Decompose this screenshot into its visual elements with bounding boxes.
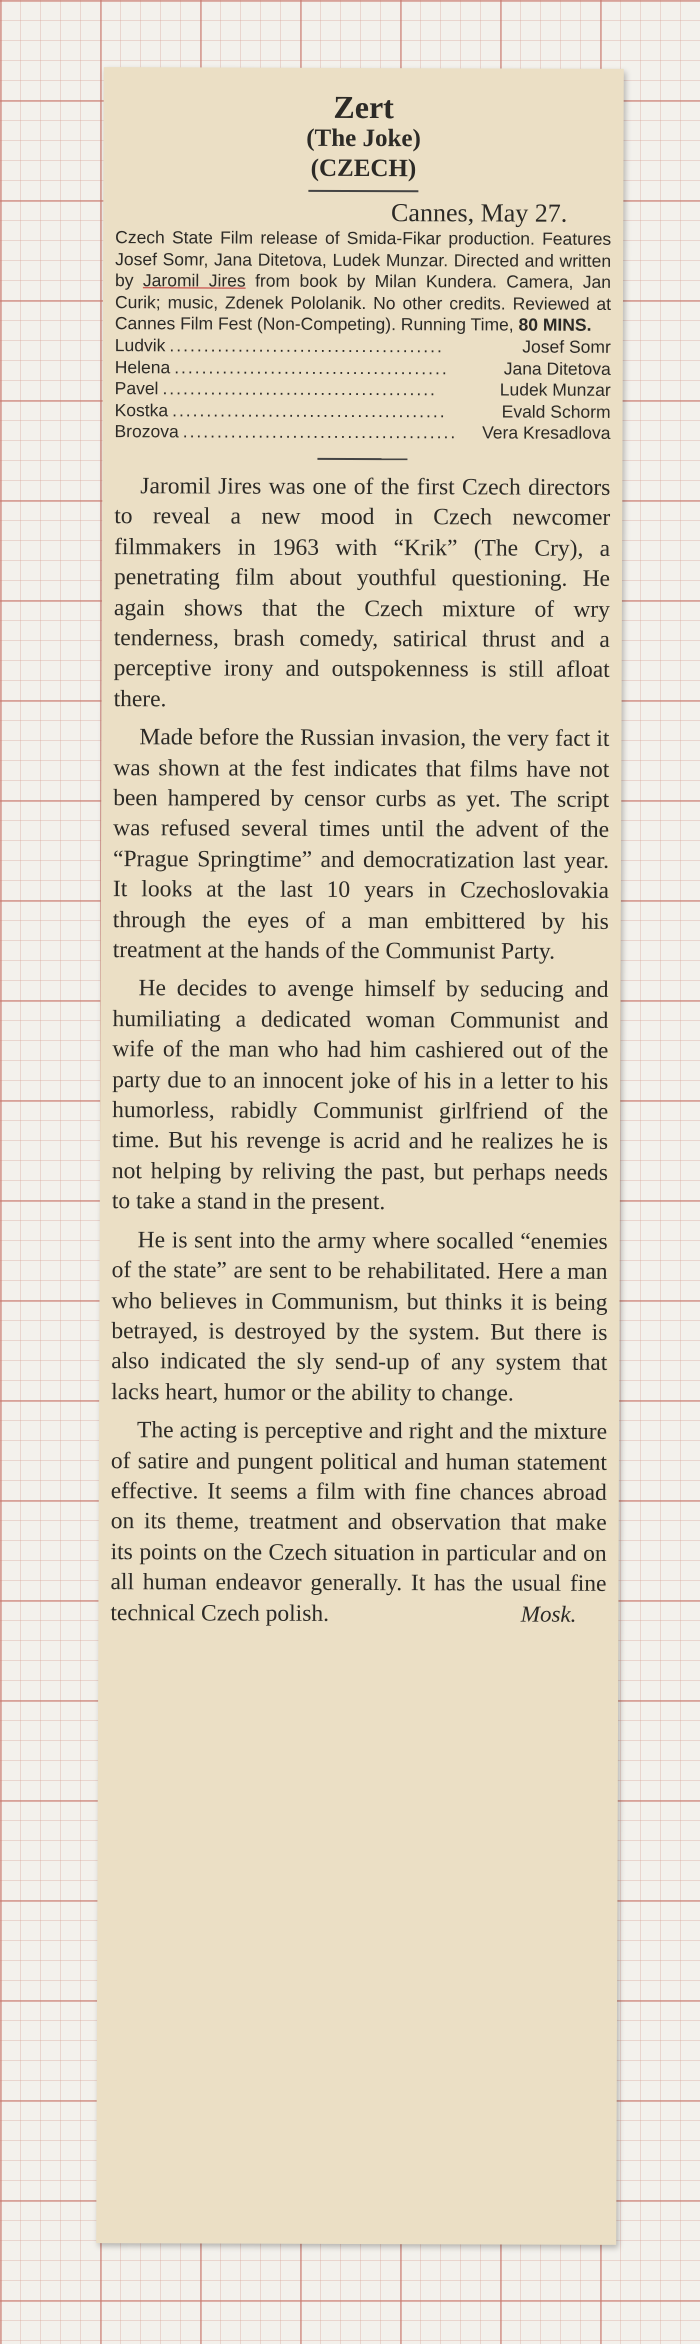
cast-row <box>115 378 611 401</box>
reviewer-signoff: Mosk. <box>520 1601 577 1627</box>
credits-text-before: Czech State Film release of Smida-Fikar production. Features Josef Somr, Jana Ditetova, Ludek Munzar. Directed and written by <box>115 227 612 291</box>
review-paragraph: The acting is perceptive and right and the mixture of satire and pungent political and human statement effective. It seems a film with fine chances abroad on its theme, treatment and observation that make its points on the Czech situation in particular and on all human endeavor generally. It has the usual fine technical Czech polish. <box>110 1417 608 1627</box>
cast-row <box>115 335 611 358</box>
cast-row <box>115 357 611 380</box>
cast-actor: Evald Schorm <box>501 401 611 422</box>
review-paragraph: He decides to avenge himself by seducing and humiliating a dedicated woman Communist and wife of the man who had him cashiered out of the party due to an innocent joke of his in a letter to his humorless, rabidly Communist girlfriend of the time. But his revenge is acrid and he realizes he is not helping by reliving the past, but perhaps needs to take a stand in the present. <box>111 975 609 1216</box>
credits-text-after: from book by Milan Kundera. Camera, Jan Curik; music, Zdenek Pololanik. No other credits. Reviewed at Cannes Film Fest (Non-Competing). Running Time, <box>114 270 612 335</box>
review-paragraph: He is sent into the army where socalled “enemies of the state” are sent to be rehabilitated. Here a man who believes in Communism, but thinks it is being betrayed, is destroyed by the system. But there is also indicated the sly send-up of any system that lacks heart, humor or the ability to change. <box>111 1226 608 1407</box>
title-divider <box>308 190 418 192</box>
cast-role: Helena <box>114 356 171 377</box>
cast-role: Pavel <box>114 378 159 399</box>
cast-actor: Josef Somr <box>522 336 611 357</box>
review-paragraph: Made before the Russian invasion, the very fact it was shown at the fest indicates that films have not been hampered by censor curbs as yet. The script was refused several times until the advent of the “Prague Springtime” and democratization last year. It looks at the last 10 years in Czechoslovakia through the eyes of a man embittered by his treatment at the hands of the Communist Party. <box>112 724 610 965</box>
leader-dots: ........................................ <box>182 421 458 443</box>
cast-actor: Jana Ditetova <box>503 358 611 379</box>
cast-role: Kostka <box>114 399 169 421</box>
credits-block <box>115 227 611 337</box>
cast-row <box>115 400 611 423</box>
review-subtitle-country: (CZECH) <box>310 154 417 183</box>
body-divider <box>317 458 407 460</box>
cast-list <box>114 335 610 445</box>
cast-actor: Vera Kresadlova <box>482 422 611 444</box>
cast-actor: Ludek Munzar <box>499 379 611 401</box>
leader-dots: ........................................ <box>174 356 449 378</box>
credits-director: Jaromil Jires <box>142 270 246 291</box>
leader-dots: ........................................ <box>169 335 444 357</box>
cast-row <box>114 421 610 444</box>
running-time: 80 MINS. <box>518 314 592 336</box>
review-paragraph: Jaromil Jires was one of the first Czech directors to reveal a new mood in Czech newcomer filmmakers in 1963 with “Krik” (The Cry), a penetrating film about youthful questioning. He again shows that the Czech mixture of wry tenderness, brash comedy, satirical thrust and a perceptive irony and outspokenness is still afloat there. <box>113 473 611 713</box>
cast-role: Ludvik <box>114 335 166 356</box>
cast-role: Brozova <box>114 421 179 442</box>
newspaper-clipping <box>96 67 624 2245</box>
review-title: Zert <box>333 88 394 126</box>
dateline: Cannes, May 27. <box>391 198 568 228</box>
review-subtitle-english: (The Joke) <box>306 124 421 153</box>
leader-dots: ........................................ <box>162 378 437 400</box>
leader-dots: ........................................ <box>172 400 447 422</box>
